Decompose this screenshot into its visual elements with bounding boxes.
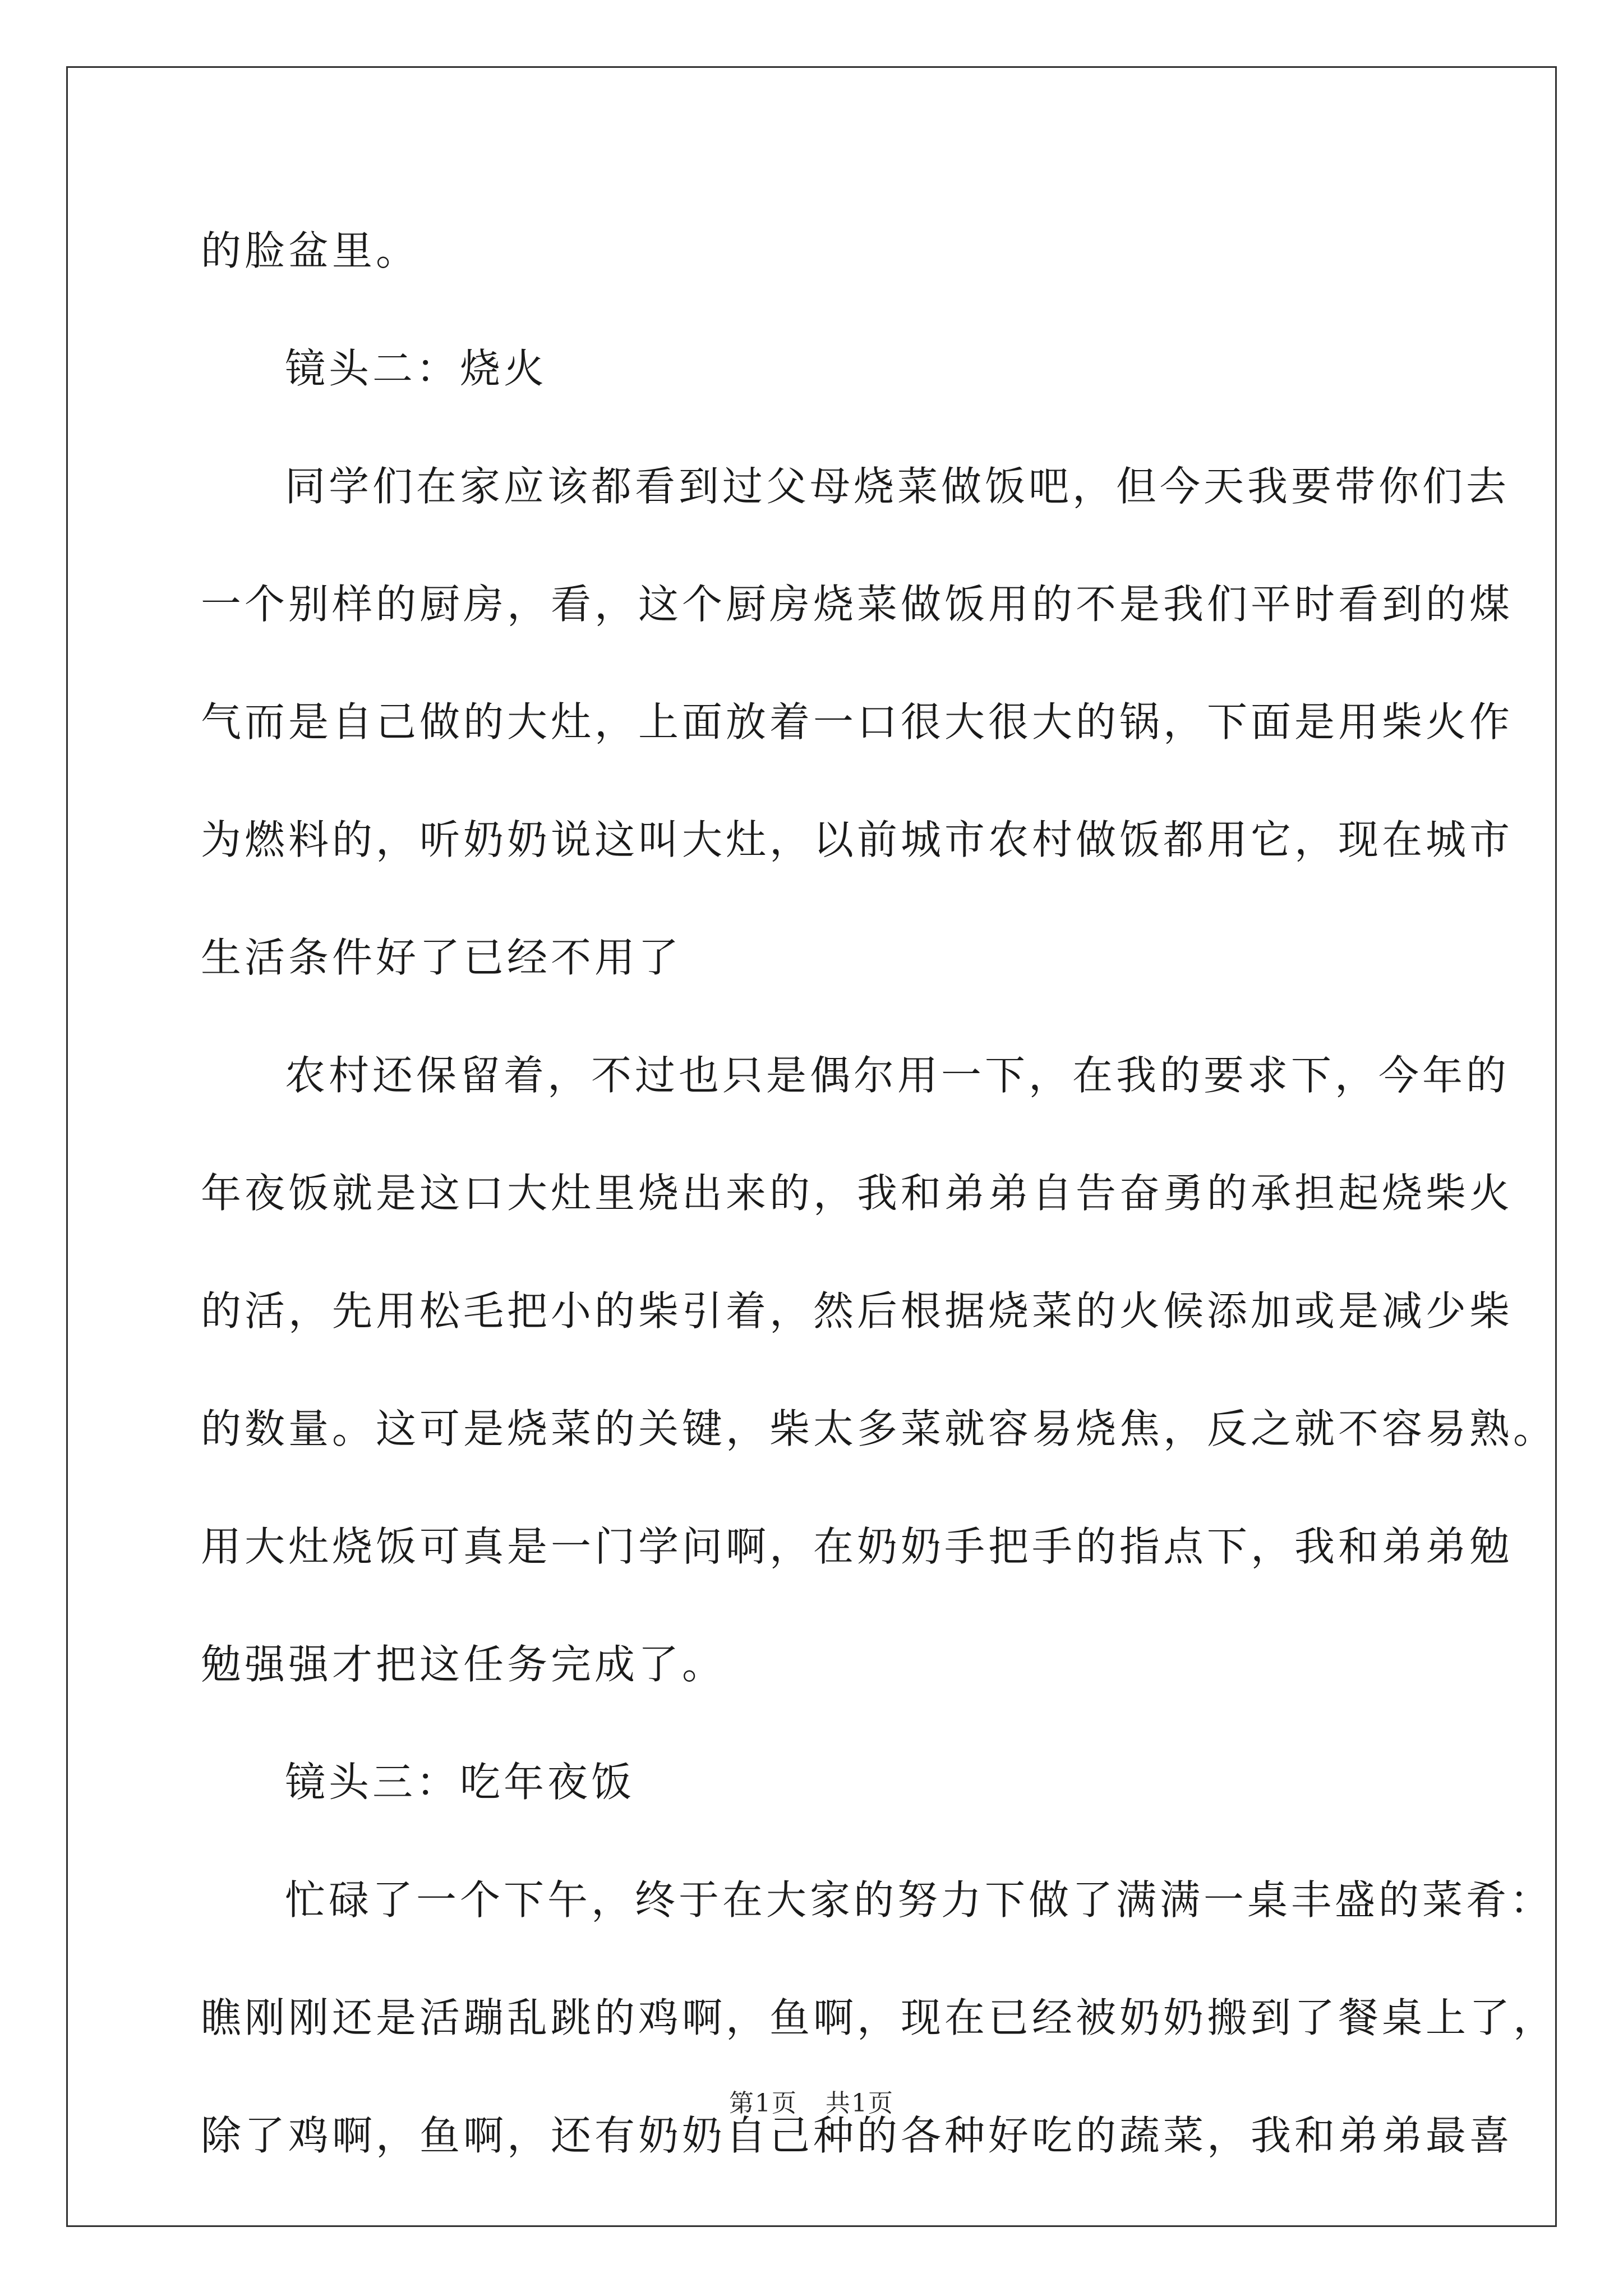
text-line: 的脸盆里。 [201, 227, 420, 274]
text-line: 的活，先用松毛把小的柴引着，然后根据烧菜的火候添加或是减少柴 [201, 1287, 1514, 1335]
text-line: 为燃料的，听奶奶说这叫大灶，以前城市农村做饭都用它，现在城市 [201, 816, 1514, 863]
text-line: 忙碌了一个下午，终于在大家的努力下做了满满一桌丰盛的菜肴： [285, 1876, 1554, 1924]
text-line: 农村还保留着，不过也只是偶尔用一下，在我的要求下，今年的 [285, 1052, 1510, 1099]
text-line: 年夜饭就是这口大灶里烧出来的，我和弟弟自告奋勇的承担起烧柴火 [201, 1170, 1514, 1217]
page-total: 共1页 [826, 2089, 894, 2118]
text-line: 的数量。这可是烧菜的关键，柴太多菜就容易烧焦，反之就不容易熟。 [201, 1405, 1557, 1452]
text-line: 同学们在家应该都看到过父母烧菜做饭吧，但今天我要带你们去 [285, 463, 1510, 510]
document-body [201, 209, 1557, 2211]
text-line: 镜头二：烧火 [285, 345, 548, 392]
text-line: 瞧刚刚还是活蹦乱跳的鸡啊，鱼啊，现在已经被奶奶搬到了餐桌上了， [201, 1994, 1557, 2041]
page-number: 第1页 [729, 2089, 797, 2118]
text-line: 生活条件好了已经不用了 [201, 934, 683, 981]
text-line: 勉强强才把这任务完成了。 [201, 1641, 726, 1688]
text-line: 气而是自己做的大灶，上面放着一口很大很大的锅，下面是用柴火作 [201, 698, 1514, 746]
text-line: 镜头三：吃年夜饭 [285, 1759, 635, 1806]
text-line: 用大灶烧饭可真是一门学问啊，在奶奶手把手的指点下，我和弟弟勉 [201, 1523, 1514, 1570]
text-line: 一个别样的厨房，看，这个厨房烧菜做饭用的不是我们平时看到的煤 [201, 581, 1514, 628]
text-line: 除了鸡啊，鱼啊，还有奶奶自己种的各种好吃的蔬菜，我和弟弟最喜 [201, 2112, 1514, 2159]
page-footer [0, 2087, 1623, 2120]
